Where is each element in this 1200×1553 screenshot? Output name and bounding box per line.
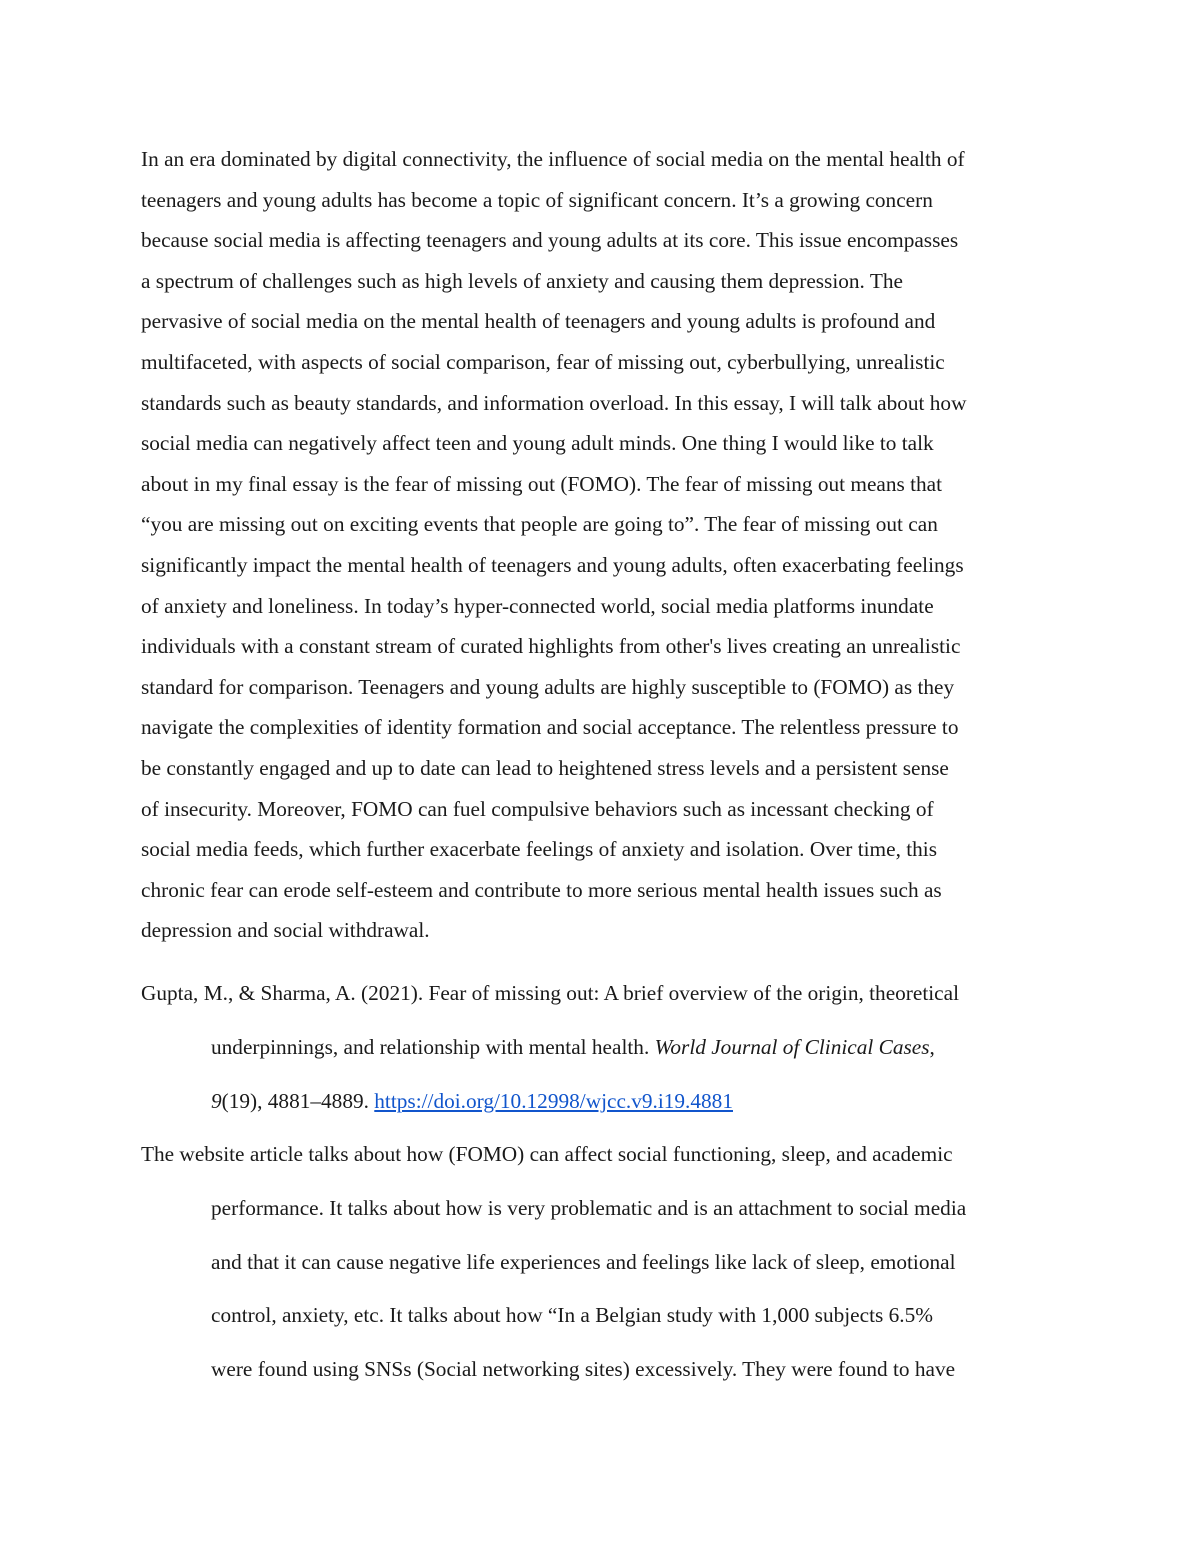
essay-line: “you are missing out on exciting events that people are going to”. The fear of missing out can: [141, 512, 938, 537]
essay-line: pervasive of social media on the mental health of teenagers and young adults is profound and: [141, 309, 936, 334]
journal-title: World Journal of Clinical Cases: [654, 1034, 930, 1059]
citation-text: underpinnings, and relationship with mental health.: [211, 1034, 655, 1059]
essay-line: standard for comparison. Teenagers and young adults are highly susceptible to (FOMO) as they: [141, 674, 955, 699]
essay-line: of anxiety and loneliness. In today’s hyper-connected world, social media platforms inundate: [141, 593, 934, 618]
essay-line: be constantly engaged and up to date can lead to heightened stress levels and a persistent sense: [141, 755, 949, 780]
citation-line: [141, 1021, 1066, 1075]
annotation-line: performance. It talks about how is very problematic and is an attachment to social media: [211, 1195, 967, 1220]
journal-volume: 9: [211, 1088, 222, 1113]
essay-line: about in my final essay is the fear of missing out (FOMO). The fear of missing out means that: [141, 471, 943, 496]
citation-line: Gupta, M., & Sharma, A. (2021). Fear of missing out: A brief overview of the origin, theoretical: [141, 981, 959, 1005]
essay-line: depression and social withdrawal.: [141, 918, 430, 943]
citation-punctuation: ,: [929, 1034, 935, 1059]
annotation-line: were found using SNSs (Social networking sites) excessively. They were found to have: [211, 1357, 956, 1382]
essay-paragraph: [141, 139, 1066, 951]
annotation-line: control, anxiety, etc. It talks about how “In a Belgian study with 1,000 subjects 6.5%: [211, 1303, 933, 1328]
essay-line: navigate the complexities of identity formation and social acceptance. The relentless pressure to: [141, 715, 959, 740]
citation-line: [141, 1075, 1066, 1129]
essay-line: multifaceted, with aspects of social comparison, fear of missing out, cyberbullying, unrealistic: [141, 349, 945, 374]
doi-link[interactable]: https://doi.org/10.12998/wjcc.v9.i19.4881: [374, 1088, 733, 1113]
essay-line: teenagers and young adults has become a topic of significant concern. It’s a growing concern: [141, 187, 933, 212]
essay-line: In an era dominated by digital connectivity, the influence of social media on the mental health of: [141, 147, 965, 171]
essay-line: individuals with a constant stream of curated highlights from other's lives creating an unrealistic: [141, 634, 961, 659]
annotation-paragraph: [141, 1128, 1066, 1397]
annotation-line: The website article talks about how (FOMO) can affect social functioning, sleep, and academic: [141, 1142, 953, 1166]
reference-citation: [141, 967, 1066, 1128]
essay-line: standards such as beauty standards, and information overload. In this essay, I will talk about how: [141, 390, 967, 415]
essay-line: because social media is affecting teenagers and young adults at its core. This issue encompasses: [141, 228, 959, 253]
essay-line: significantly impact the mental health of teenagers and young adults, often exacerbating feelings: [141, 552, 964, 577]
annotation-line: and that it can cause negative life experiences and feelings like lack of sleep, emotional: [211, 1249, 956, 1274]
essay-line: social media feeds, which further exacerbate feelings of anxiety and isolation. Over time, this: [141, 837, 937, 862]
essay-line: social media can negatively affect teen and young adult minds. One thing I would like to talk: [141, 431, 934, 456]
essay-line: a spectrum of challenges such as high levels of anxiety and causing them depression. The: [141, 268, 903, 293]
essay-line: of insecurity. Moreover, FOMO can fuel compulsive behaviors such as incessant checking of: [141, 796, 934, 821]
citation-pages: (19), 4881–4889.: [221, 1088, 375, 1113]
essay-line: chronic fear can erode self-esteem and contribute to more serious mental health issues such as: [141, 877, 942, 902]
